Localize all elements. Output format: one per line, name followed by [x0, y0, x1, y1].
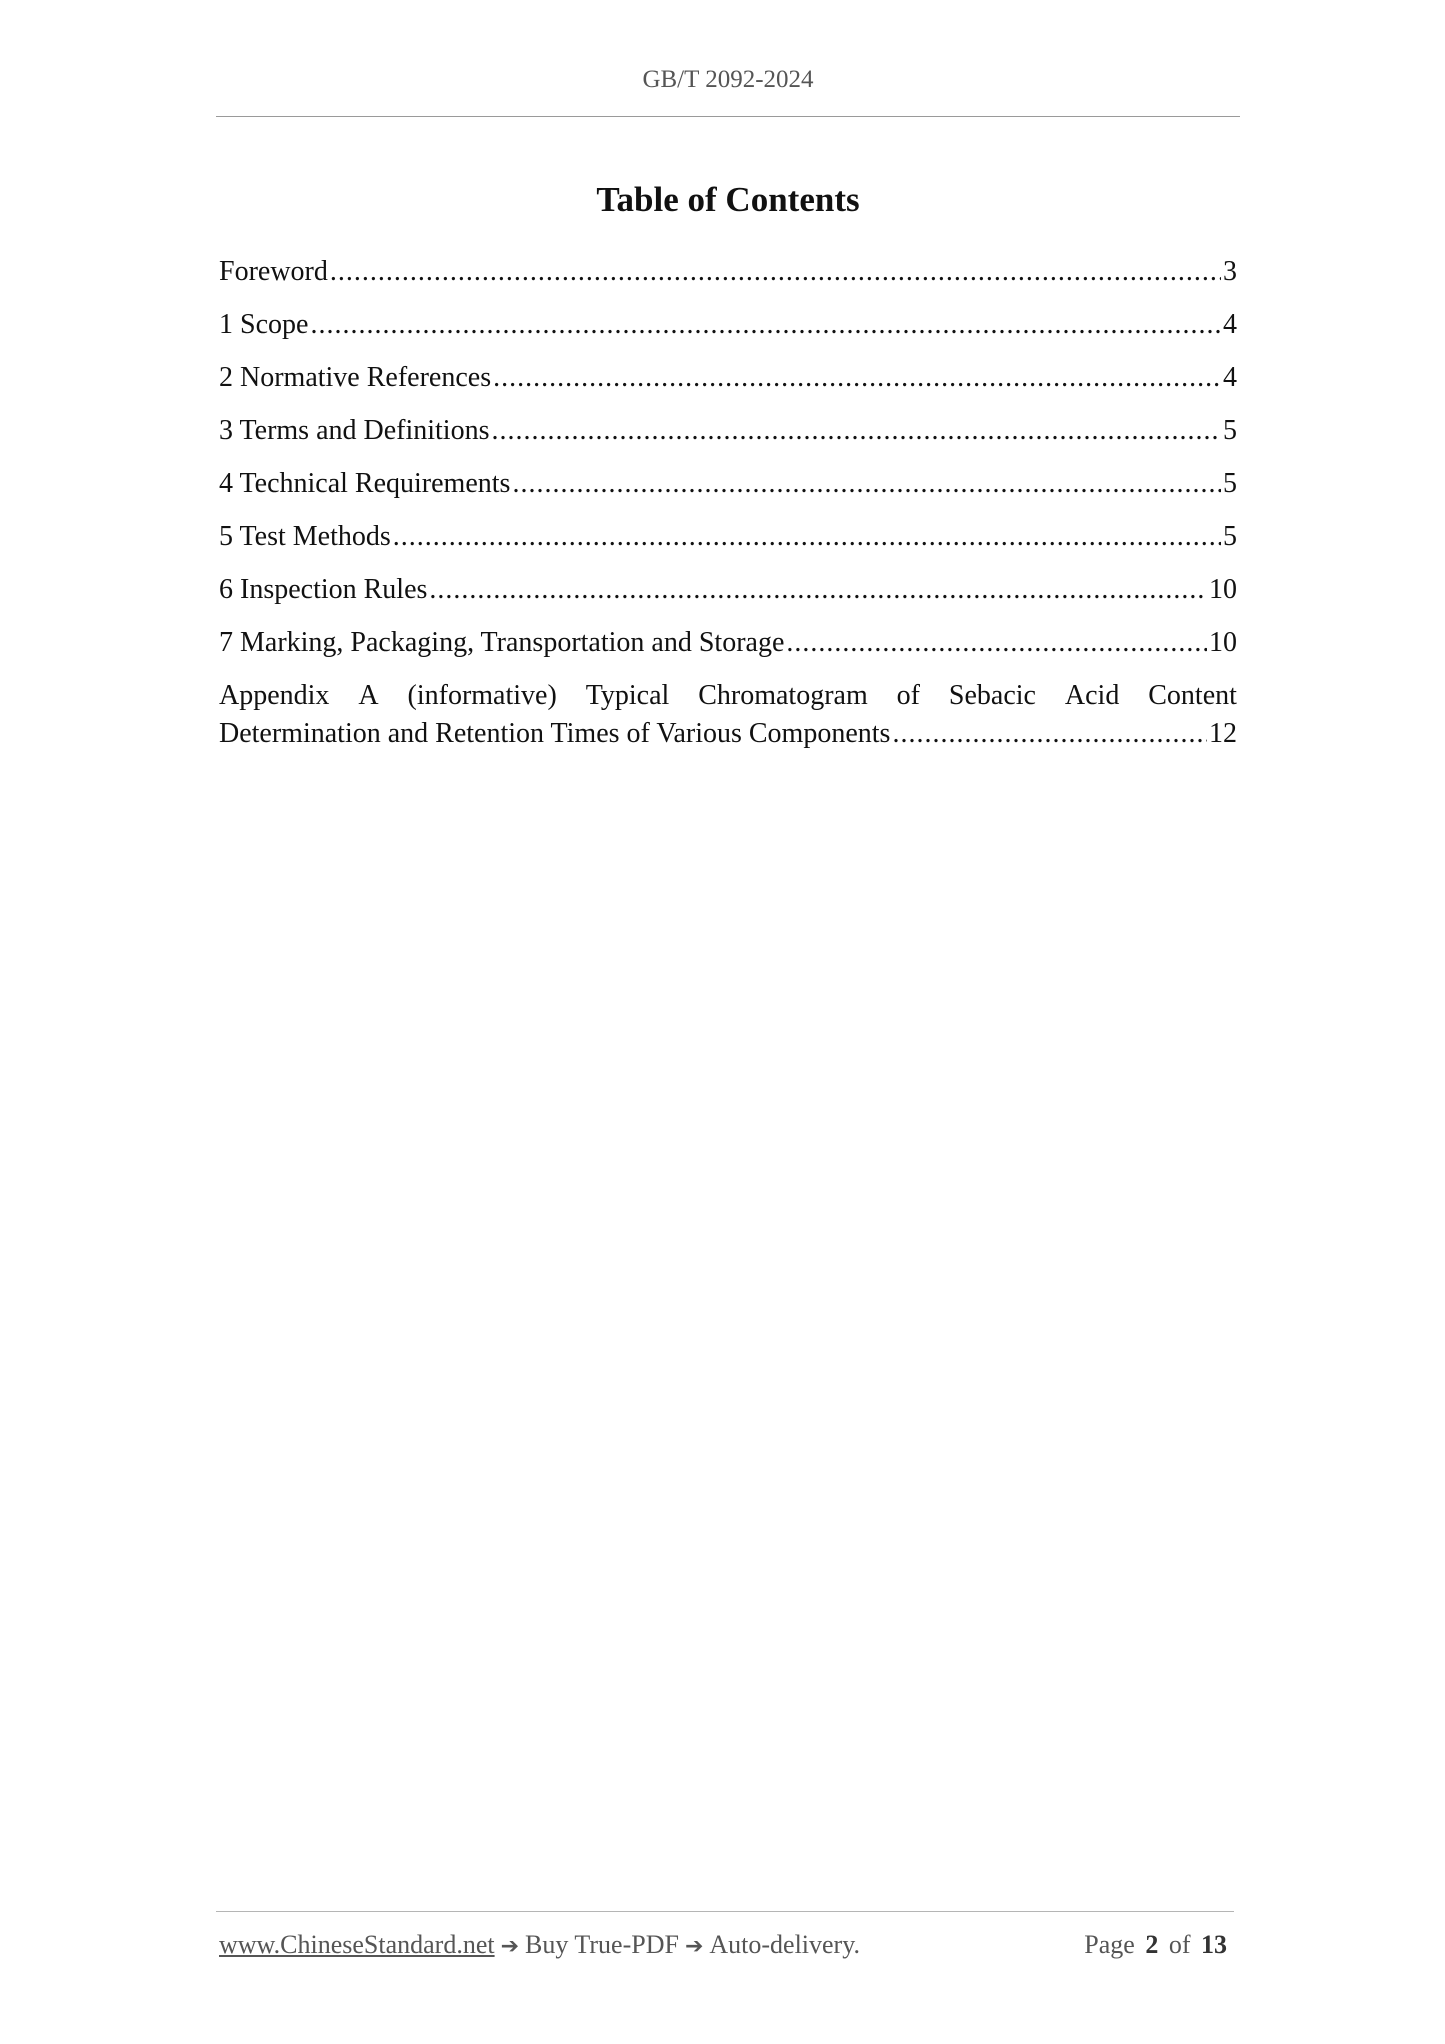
toc-dot-leader [892, 715, 1207, 753]
auto-delivery-text: Auto-delivery. [709, 1930, 861, 1959]
toc-entry-page: 10 [1209, 574, 1237, 605]
toc-entry-label: 2 Normative References [219, 362, 492, 393]
toc-title: Table of Contents [596, 180, 860, 219]
toc-entry-page: 5 [1223, 415, 1237, 446]
toc-entry-terms-definitions[interactable] [219, 412, 1237, 465]
toc-dot-leader [310, 306, 1221, 344]
toc-entry-page: 12 [1209, 718, 1237, 749]
toc-appendix-word: Sebacic [948, 680, 1036, 711]
page-number [1084, 1928, 1231, 1964]
toc-entry-label: 1 Scope [219, 309, 309, 340]
total-page-count: 13 [1201, 1930, 1227, 1959]
toc-appendix-word: of [896, 680, 920, 711]
toc-entry-normative-references[interactable] [219, 359, 1237, 412]
toc-appendix-word: A [358, 680, 379, 711]
toc-entry-marking-packaging[interactable] [219, 624, 1237, 677]
toc-entry-page: 4 [1223, 362, 1237, 393]
toc-entry-label: Foreword [219, 256, 328, 287]
current-page-number: 2 [1145, 1930, 1159, 1959]
toc-entry-scope[interactable] [219, 306, 1237, 359]
toc-appendix-first-line [219, 677, 1237, 715]
toc-entry-appendix-a[interactable] [219, 677, 1237, 753]
toc-appendix-second-line [219, 715, 1237, 753]
toc-entry-test-methods[interactable] [219, 518, 1237, 571]
of-word: of [1168, 1930, 1191, 1959]
toc-dot-leader [393, 518, 1221, 556]
buy-true-pdf-text: Buy True-PDF [525, 1930, 679, 1959]
toc-entry-inspection-rules[interactable] [219, 571, 1237, 624]
toc-entry-page: 10 [1209, 627, 1237, 658]
toc-dot-leader [786, 624, 1207, 662]
toc-dot-leader [429, 571, 1207, 609]
footer-promo [219, 1928, 860, 1964]
toc-entry-page: 5 [1223, 468, 1237, 499]
toc-appendix-word: Acid [1064, 680, 1120, 711]
toc-dot-leader [330, 253, 1221, 291]
page-footer [219, 1928, 1231, 1964]
toc-entry-technical-requirements[interactable] [219, 465, 1237, 518]
website-link[interactable]: www.ChineseStandard.net [219, 1930, 495, 1959]
footer-divider [216, 1911, 1234, 1912]
toc-entry-label: 3 Terms and Definitions [219, 415, 490, 446]
right-arrow-icon: ➔ [684, 1934, 704, 1959]
toc-appendix-word: Content [1148, 680, 1237, 711]
toc-appendix-word: (informative) [407, 680, 557, 711]
toc-dot-leader [493, 359, 1221, 397]
toc-appendix-word: Appendix [219, 680, 330, 711]
toc-entry-label: Determination and Retention Times of Various Components [219, 718, 891, 749]
header-divider [216, 116, 1240, 117]
toc-entry-label: 6 Inspection Rules [219, 574, 428, 605]
toc-appendix-word: Typical [585, 680, 670, 711]
page-word: Page [1084, 1930, 1135, 1959]
toc-dot-leader [491, 412, 1221, 450]
document-code-header: GB/T 2092-2024 [642, 66, 814, 93]
toc-entry-label: 5 Test Methods [219, 521, 391, 552]
toc-entry-foreword[interactable] [219, 253, 1237, 306]
toc-entry-label: 7 Marking, Packaging, Transportation and Storage [219, 627, 785, 658]
toc-entry-page: 5 [1223, 521, 1237, 552]
toc-entry-page: 4 [1223, 309, 1237, 340]
toc-entry-page: 3 [1223, 256, 1237, 287]
toc-entry-label: 4 Technical Requirements [219, 468, 511, 499]
toc-dot-leader [512, 465, 1221, 503]
right-arrow-icon: ➔ [500, 1934, 520, 1959]
toc-appendix-word: Chromatogram [698, 680, 868, 711]
toc-list [219, 253, 1237, 753]
